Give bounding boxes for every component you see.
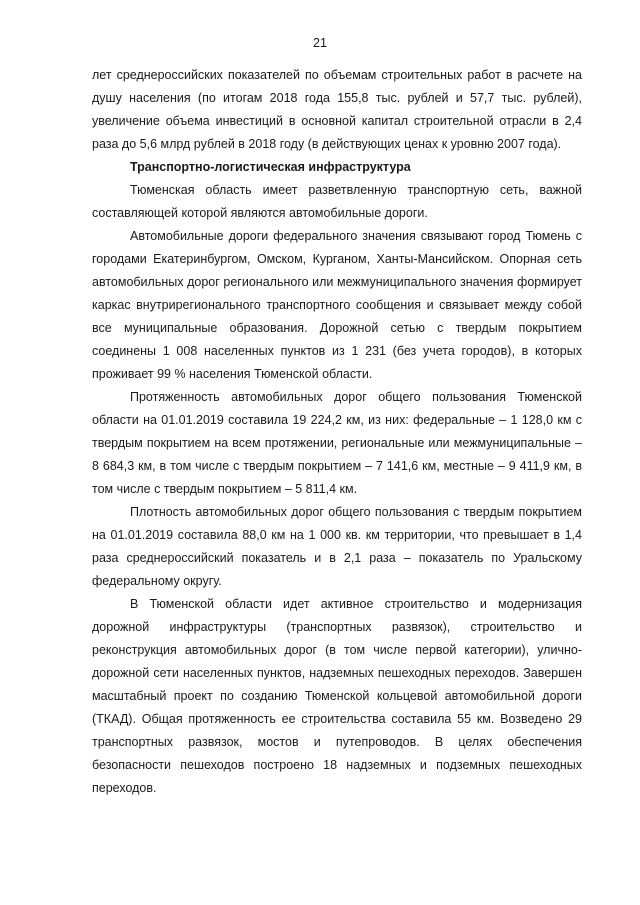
document-body — [92, 64, 582, 800]
page-number: 21 — [313, 36, 327, 50]
section-heading-transport-infrastructure: Транспортно-логистическая инфраструктура — [130, 160, 411, 174]
paragraph-road-density: Плотность автомобильных дорог общего пользования с твердым покрытием на 01.01.2019 составила 88,0 км на 1 000 кв. км территории, что превышает в 1,4 раза среднероссийский показатель и в 2,1 раза – показатель по Уральскому федеральному округу. — [92, 505, 582, 588]
paragraph-road-construction: В Тюменской области идет активное строительство и модернизация дорожной инфраструктуры (транспортных развязок), строительство и реконструкция автомобильных дорог (в том числе первой категории), улично-дорожной сети населенных пунктов, надземных пешеходных переходов. Завершен масштабный проект по созданию Тюменской кольцевой автомобильной дороги (ТКАД). Общая протяженность ее строительства составила 55 км. Возведено 29 транспортных развязок, мостов и путепроводов. В целях обеспечения безопасности пешеходов построено 18 надземных и подземных пешеходных переходов. — [92, 597, 582, 795]
paragraph-investment-continuation: лет среднероссийских показателей по объемам строительных работ в расчете на душу населения (по итогам 2018 года 155,8 тыс. рублей и 57,7 тыс. рублей), увеличение объема инвестиций в основной капитал строительной отрасли в 2,4 раза до 5,6 млрд рублей в 2018 году (в действующих ценах к уровню 2007 года). — [92, 68, 582, 151]
paragraph-transport-network: Тюменская область имеет разветвленную транспортную сеть, важной составляющей которой являются автомобильные дороги. — [92, 183, 582, 220]
paragraph-road-length: Протяженность автомобильных дорог общего пользования Тюменской области на 01.01.2019 составила 19 224,2 км, из них: федеральные – 1 128,0 км с твердым покрытием на всем протяжении, региональные или межмуниципальные – 8 684,3 км, в том числе с твердым покрытием – 7 141,6 км, местные – 9 411,9 км, в том числе с твердым покрытием – 5 811,4 км. — [92, 390, 582, 496]
paragraph-federal-roads: Автомобильные дороги федерального значения связывают город Тюмень с городами Екатеринбургом, Омском, Курганом, Ханты-Мансийском. Опорная сеть автомобильных дорог регионального или межмуниципального значения формирует каркас внутрирегионального транспортного сообщения и связывает между собой все муниципальные образования. Дорожной сетью с твердым покрытием соединены 1 008 населенных пунктов из 1 231 (без учета городов), в которых проживает 99 % населения Тюменской области. — [92, 229, 582, 381]
